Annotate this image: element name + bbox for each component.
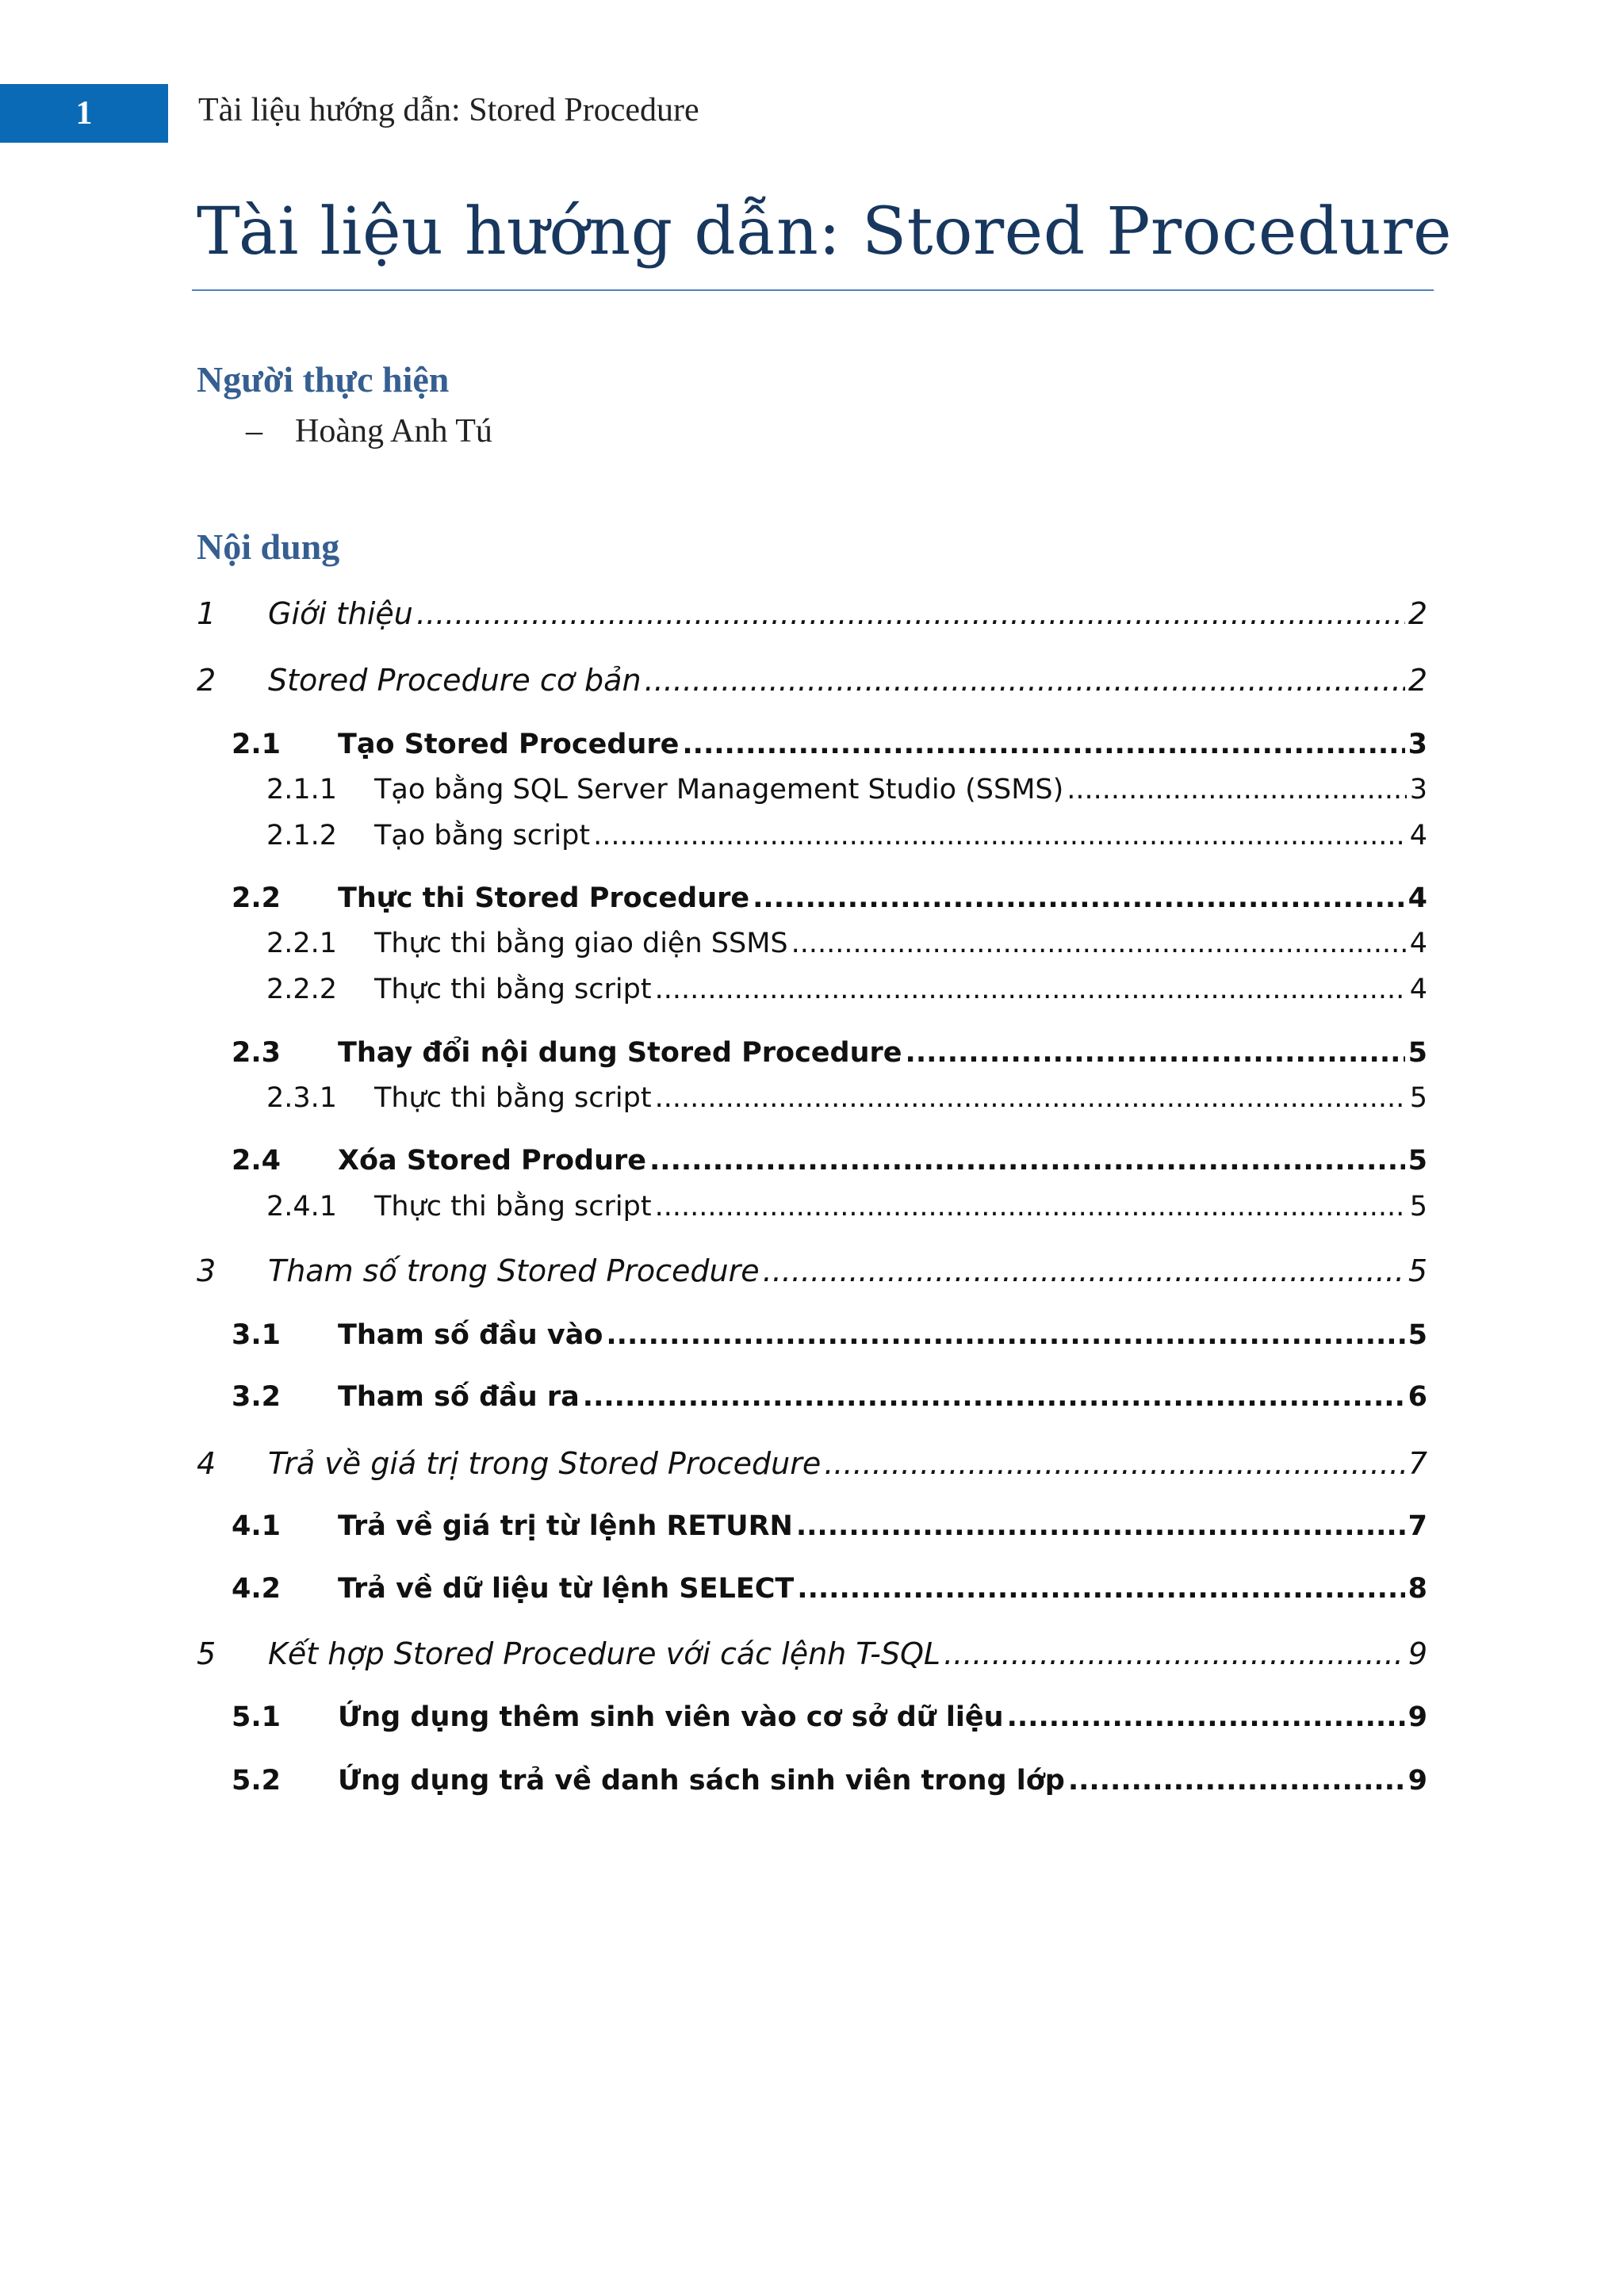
toc-entry-page: 2 <box>1408 663 1427 698</box>
toc-entry-leader <box>416 596 1405 631</box>
toc-entry-page: 8 <box>1408 1573 1427 1605</box>
toc-entry[interactable] <box>266 774 1427 806</box>
toc-entry[interactable] <box>266 974 1427 1005</box>
toc-entry-title: Trả về giá trị trong Stored Procedure <box>268 1446 822 1481</box>
toc-entry[interactable] <box>232 1765 1427 1797</box>
author-bullet: – <box>246 413 262 450</box>
toc-entry-page: 4 <box>1409 974 1427 1005</box>
toc-entry-number: 2.1.2 <box>266 820 338 851</box>
toc-entry-number: 2 <box>197 663 216 698</box>
toc-entry-page: 5 <box>1409 1082 1427 1114</box>
toc-entry-title: Tạo bằng SQL Server Management Studio (SSMS) <box>374 774 1064 806</box>
toc-entry[interactable] <box>266 928 1427 959</box>
toc-entry-title: Ứng dụng trả về danh sách sinh viên trong lớp <box>338 1765 1065 1797</box>
toc-entry-page: 9 <box>1408 1701 1427 1733</box>
toc-entry-leader <box>655 1082 1407 1114</box>
toc-entry-title: Thực thi bằng giao diện SSMS <box>374 928 788 959</box>
toc-entry-leader <box>682 729 1404 760</box>
toc-entry-leader <box>593 820 1407 851</box>
toc-entry-page: 9 <box>1408 1765 1427 1797</box>
toc-entry-number: 2.3.1 <box>266 1082 338 1114</box>
toc-entry-title: Thực thi Stored Procedure <box>338 882 750 914</box>
toc-entry-leader <box>824 1446 1405 1481</box>
toc-entry-number: 2.1 <box>232 729 282 760</box>
toc-entry-title: Tham số đầu ra <box>338 1381 580 1413</box>
toc-entry-number: 4.1 <box>232 1510 282 1542</box>
page-number: 1 <box>75 95 93 132</box>
toc-entry-page: 6 <box>1408 1381 1427 1413</box>
toc-entry-page: 5 <box>1409 1191 1427 1223</box>
toc-entry-number: 5.2 <box>232 1765 282 1797</box>
toc-entry-title: Thực thi bằng script <box>374 974 652 1005</box>
toc-entry-title: Giới thiệu <box>268 596 413 631</box>
toc-entry-number: 2.4.1 <box>266 1191 338 1223</box>
toc-entry-number: 2.1.1 <box>266 774 338 806</box>
toc-entry-number: 5 <box>197 1636 216 1671</box>
toc-entry-page: 4 <box>1409 820 1427 851</box>
toc-entry-page: 4 <box>1408 882 1427 914</box>
page-number-badge <box>0 84 168 143</box>
toc-entry-title: Tham số đầu vào <box>338 1319 603 1351</box>
toc-entry-leader <box>791 928 1407 959</box>
title-divider <box>192 289 1434 291</box>
toc-entry-leader <box>944 1636 1405 1671</box>
toc-entry-title: Tham số trong Stored Procedure <box>268 1253 760 1288</box>
toc-entry[interactable] <box>232 882 1427 914</box>
toc-entry-number: 3 <box>197 1253 216 1288</box>
toc-entry[interactable] <box>232 1381 1427 1413</box>
toc-entry[interactable] <box>266 1082 1427 1114</box>
toc-entry-number: 3.2 <box>232 1381 282 1413</box>
author-list-item <box>246 412 492 450</box>
toc-entry-number: 2.4 <box>232 1145 282 1177</box>
toc-entry[interactable] <box>232 1319 1427 1351</box>
toc-entry-leader <box>649 1145 1405 1177</box>
toc-entry-number: 4.2 <box>232 1573 282 1605</box>
toc-entry-leader <box>606 1319 1404 1351</box>
running-header-title: Tài liệu hướng dẫn: Stored Procedure <box>198 92 699 128</box>
toc-entry-page: 3 <box>1409 774 1427 806</box>
toc-entry-leader <box>645 663 1405 698</box>
toc-entry[interactable] <box>197 663 1427 698</box>
toc-entry-page: 9 <box>1408 1636 1427 1671</box>
toc-entry[interactable] <box>232 1145 1427 1177</box>
toc-heading: Nội dung <box>197 526 340 567</box>
toc-entry-page: 7 <box>1408 1510 1427 1542</box>
toc-entry-leader <box>1068 1765 1405 1797</box>
toc-entry-page: 4 <box>1409 928 1427 959</box>
toc-entry-page: 5 <box>1408 1253 1427 1288</box>
toc-entry-number: 4 <box>197 1446 216 1481</box>
toc-entry-number: 5.1 <box>232 1701 282 1733</box>
toc-entry-leader <box>1067 774 1406 806</box>
author-name: Hoàng Anh Tú <box>295 413 492 450</box>
toc-entry[interactable] <box>197 596 1427 631</box>
toc-entry[interactable] <box>232 1510 1427 1542</box>
toc-entry-number: 3.1 <box>232 1319 282 1351</box>
toc-entry[interactable] <box>232 729 1427 760</box>
toc-entry-page: 5 <box>1408 1037 1427 1069</box>
toc-entry-number: 2.3 <box>232 1037 282 1069</box>
toc-entry-leader <box>796 1510 1405 1542</box>
toc-entry-title: Stored Procedure cơ bản <box>268 663 642 698</box>
toc-entry-title: Thực thi bằng script <box>374 1191 652 1223</box>
toc-entry-leader <box>1007 1701 1405 1733</box>
toc-entry-leader <box>655 974 1407 1005</box>
toc-entry-page: 5 <box>1408 1319 1427 1351</box>
toc-entry-number: 1 <box>197 596 216 631</box>
toc-entry[interactable] <box>266 820 1427 851</box>
toc-entry-leader <box>906 1037 1405 1069</box>
toc-entry-title: Trả về dữ liệu từ lệnh SELECT <box>338 1573 795 1605</box>
toc-entry-number: 2.2.2 <box>266 974 338 1005</box>
toc-entry-title: Tạo bằng script <box>374 820 591 851</box>
toc-entry-title: Kết hợp Stored Procedure với các lệnh T-SQL <box>268 1636 941 1671</box>
toc-entry-page: 2 <box>1408 596 1427 631</box>
toc-entry-page: 7 <box>1408 1446 1427 1481</box>
toc-entry[interactable] <box>266 1191 1427 1223</box>
toc-entry-title: Thực thi bằng script <box>374 1082 652 1114</box>
toc-entry-leader <box>583 1381 1405 1413</box>
toc-entry[interactable] <box>232 1037 1427 1069</box>
toc-entry[interactable] <box>197 1446 1427 1481</box>
toc-entry-title: Thay đổi nội dung Stored Procedure <box>338 1037 902 1069</box>
toc-entry-title: Xóa Stored Produre <box>338 1145 646 1177</box>
toc-entry-leader <box>753 882 1405 914</box>
toc-entry-page: 3 <box>1408 729 1427 760</box>
toc-entry[interactable] <box>197 1253 1427 1288</box>
toc-entry-number: 2.2.1 <box>266 928 338 959</box>
toc-entry-leader <box>655 1191 1407 1223</box>
toc-entry-title: Tạo Stored Procedure <box>338 729 680 760</box>
toc-entry-title: Trả về giá trị từ lệnh RETURN <box>338 1510 793 1542</box>
toc-entry-title: Ứng dụng thêm sinh viên vào cơ sở dữ liệu <box>338 1701 1004 1733</box>
toc-entry-leader <box>797 1573 1404 1605</box>
toc-entry[interactable] <box>232 1701 1427 1733</box>
authors-heading: Người thực hiện <box>197 359 450 400</box>
toc-entry-leader <box>763 1253 1405 1288</box>
document-title: Tài liệu hướng dẫn: Stored Procedure <box>197 194 1452 270</box>
toc-entry-page: 5 <box>1408 1145 1427 1177</box>
toc-entry[interactable] <box>232 1573 1427 1605</box>
toc-entry[interactable] <box>197 1636 1427 1671</box>
toc-entry-number: 2.2 <box>232 882 282 914</box>
